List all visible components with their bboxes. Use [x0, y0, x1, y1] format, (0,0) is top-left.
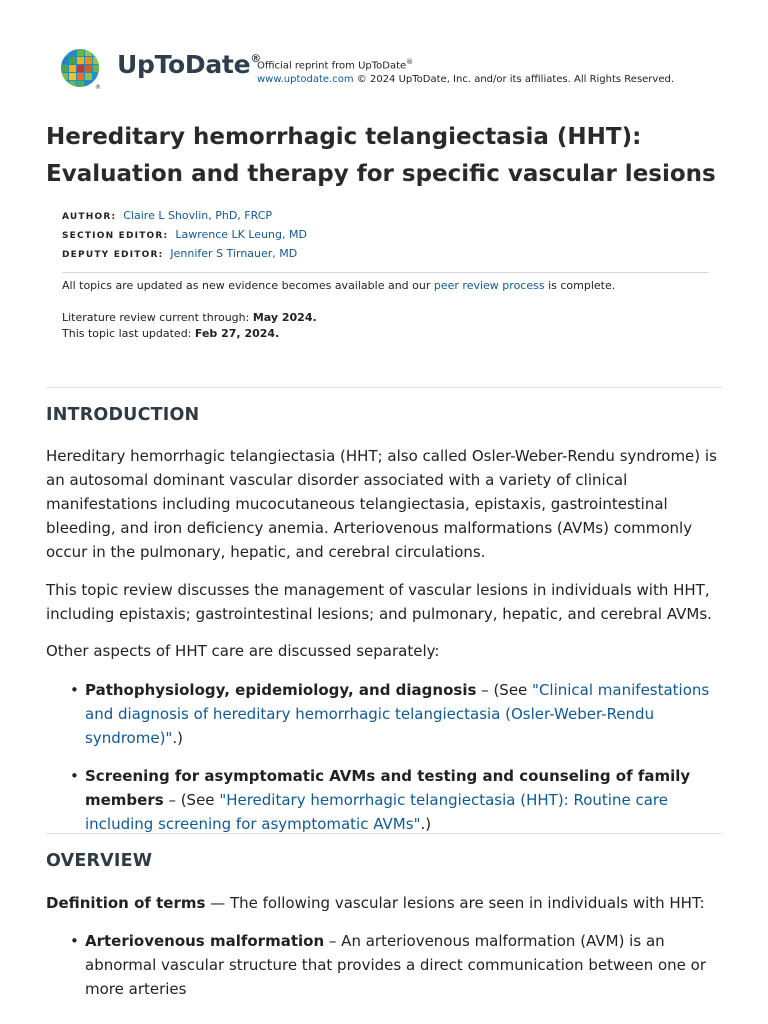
uptodate-url-link[interactable]: www.uptodate.com — [257, 74, 354, 86]
literature-review-info — [62, 310, 317, 342]
divider — [62, 272, 709, 273]
copyright-line: www.uptodate.com © 2024 UpToDate, Inc. and/or its affiliates. All Rights Reserved. — [257, 74, 675, 86]
intro-paragraph: Hereditary hemorrhagic telangiectasia (HHT; also called Osler-Weber-Rendu syndrome) is an autosomal dominant vascular disorder associated with a variety of clinical manifestations including mucocutaneous telangiectasia, epistaxis, gastrointestinal bleeding, and iron deficiency anemia. Arteriovenous malformations (AVMs) commonly occur in the pulmonary, hepatic, and cerebral circulations. — [46, 447, 717, 561]
list-item: • Arteriovenous malformation – An arteriovenous malformation (AVM) is an abnormal vascular structure that provides a direct communication between one or more arteries — [46, 929, 726, 1001]
review-date-line: Literature review current through: May 2024. — [62, 311, 317, 324]
svg-text:®: ® — [95, 84, 101, 90]
logo-wordmark: UpToDate® — [117, 50, 261, 79]
author-role-label: AUTHOR: — [62, 212, 117, 222]
deputy-editor-row — [62, 245, 307, 264]
other-aspects-paragraph: Other aspects of HHT care are discussed separately: — [46, 642, 440, 660]
reprint-line: Official reprint from UpToDate® — [257, 58, 414, 72]
introduction-heading: INTRODUCTION — [46, 405, 200, 425]
topic-link[interactable]: "Clinical manifestations and diagnosis of hereditary hemorrhagic telangiectasia (Osler-Weber-Rendu syndrome)" — [85, 681, 710, 747]
definitions-list — [46, 929, 726, 1001]
peer-review-link[interactable]: peer review process — [433, 279, 545, 292]
section-divider — [46, 387, 723, 388]
author-row — [62, 207, 307, 226]
list-item: • Screening for asymptomatic AVMs and testing and counseling of family members – (See "Hereditary hemorrhagic telangiectasia (HHT): Routine care including screening for asymptomatic AVMs".) — [46, 764, 726, 836]
bullet-icon: • — [70, 681, 79, 699]
section-editor-role-label: SECTION EDITOR: — [62, 231, 169, 241]
bullet-icon: • — [70, 932, 79, 950]
reprint-notice — [257, 55, 674, 87]
header — [60, 46, 740, 92]
section-divider — [46, 833, 723, 834]
definition-paragraph: Definition of terms — The following vascular lesions are seen in individuals with HHT: — [46, 894, 705, 912]
update-note: All topics are updated as new evidence becomes available and our peer review process is complete. — [62, 279, 616, 292]
last-updated-line: This topic last updated: Feb 27, 2024. — [62, 327, 280, 340]
overview-heading: OVERVIEW — [46, 851, 153, 871]
deputy-editor-name-link[interactable]: Jennifer S Tirnauer, MD — [170, 247, 298, 260]
bullet-icon: • — [70, 767, 79, 785]
list-item: • Pathophysiology, epidemiology, and diagnosis – (See "Clinical manifestations and diagnosis of hereditary hemorrhagic telangiectasia (Osler-Weber-Rendu syndrome)".) — [46, 678, 726, 750]
section-editor-name-link[interactable]: Lawrence LK Leung, MD — [175, 228, 307, 241]
related-topics-list — [46, 678, 726, 836]
page-title: Hereditary hemorrhagic telangiectasia (HHT): Evaluation and therapy for specific vascular lesions — [46, 124, 716, 187]
topic-link[interactable]: "Hereditary hemorrhagic telangiectasia (HHT): Routine care including screening for asymptomatic AVMs" — [85, 791, 668, 833]
deputy-editor-role-label: DEPUTY EDITOR: — [62, 250, 164, 260]
author-name-link[interactable]: Claire L Shovlin, PhD, FRCP — [123, 209, 273, 222]
section-editor-row — [62, 226, 307, 245]
author-list — [62, 207, 307, 264]
scope-paragraph: This topic review discusses the management of vascular lesions in individuals with HHT, including epistaxis; gastrointestinal lesions; and pulmonary, hepatic, and cerebral AVMs. — [46, 581, 712, 623]
uptodate-logo-icon — [60, 48, 102, 90]
